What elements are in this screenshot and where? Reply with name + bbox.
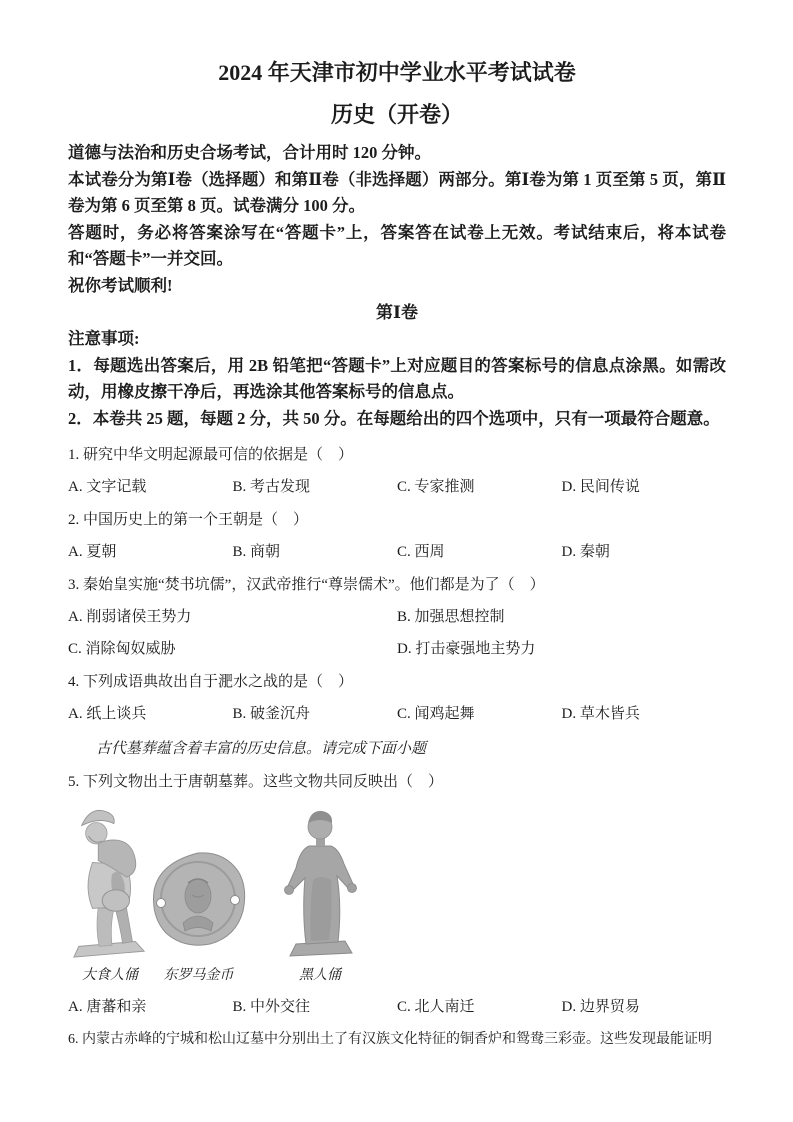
artifact-dashi-figurine [70,800,150,985]
question-4-option-b: B. 破釜沉舟 [232,706,311,722]
question-5-option-b: B. 中外交往 [232,999,311,1015]
section-1-title: 第Ⅰ卷 [376,303,418,322]
notice-heading: 注意事项: [68,329,140,348]
question-1-option-b: B. 考古发现 [232,479,311,495]
instruction-line-wish: 祝你考试顺利! [68,275,173,295]
exam-title: 2024 年天津市初中学业水平考试试卷 [218,60,576,85]
question-1-options [68,477,726,497]
question-3-text: 3. 秦始皇实施“焚书坑儒”，汉武帝推行“尊崇儒术”。他们都是为了（ ） [68,577,545,593]
black-figurine-image [275,800,365,962]
question-1-option-d: D. 民间传说 [561,479,640,495]
notice-item-2: 2．本卷共 25 题，每题 2 分，共 50 分。在每题给出的四个选项中，只有一项最符合题意。 [68,408,720,428]
question-5-option-c: C. 北人南迁 [397,999,475,1015]
question-1-option-a: A. 文字记载 [68,479,147,495]
instruction-line-answering: 答题时，务必将答案涂写在“答题卡”上，答案答在试卷上无效。考试结束后，将本试卷和“答题卡”一并交回。 [68,222,726,268]
artifact-black-figurine [275,800,365,985]
reading-passage-note: 古代墓葬蕴含着丰富的历史信息。请完成下面小题 [96,741,427,757]
question-4-option-a: A. 纸上谈兵 [68,706,147,722]
artifact-caption: 东罗马金币 [163,968,234,983]
question-3-option-a: A. 削弱诸侯王势力 [68,609,192,625]
question-1-text: 1. 研究中华文明起源最可信的依据是（ ） [68,447,354,463]
instruction-line-duration: 道德与法治和历史合场考试，合计用时 120 分钟。 [68,143,431,162]
question-2-option-d: D. 秦朝 [561,544,610,560]
question-3-option-c: C. 消除匈奴威胁 [68,641,176,657]
question-2-text: 2. 中国历史上的第一个王朝是（ ） [68,512,309,528]
question-list [68,445,726,1050]
dashi-figurine-image [70,800,150,962]
question-5-option-a: A. 唐蕃和亲 [68,999,147,1015]
instruction-line-structure: 本试卷分为第Ⅰ卷（选择题）和第Ⅱ卷（非选择题）两部分。第Ⅰ卷为第 1 页至第 5 页，第Ⅱ卷为第 6 页至第 8 页。试卷满分 100 分。 [68,169,726,215]
roman-coin-image [150,800,247,962]
question-2-option-a: A. 夏朝 [68,544,117,560]
exam-general-instructions [68,140,726,299]
question-5-options [68,997,726,1017]
notice-block [68,326,726,432]
question-1-option-c: C. 专家推测 [397,479,475,495]
question-2-option-c: C. 西周 [397,544,445,560]
figurine-icon [71,802,149,962]
question-3-option-d: D. 打击豪强地主势力 [397,641,536,657]
question-4-text: 4. 下列成语典故出自于淝水之战的是（ ） [68,674,354,690]
coin-icon [150,851,247,948]
question-5-option-d: D. 边界贸易 [561,999,640,1015]
artifact-roman-coin [150,800,247,985]
question-5-text: 5. 下列文物出土于唐朝墓葬。这些文物共同反映出（ ） [68,774,444,790]
question-6-text: 6. 内蒙古赤峰的宁城和松山辽墓中分别出土了有汉族文化特征的铜香炉和鸳鸯三彩壶。这些发现最能证明 [68,1032,712,1047]
question-4-option-c: C. 闻鸡起舞 [397,706,475,722]
question-2-options [68,542,726,562]
question-2-option-b: B. 商朝 [232,544,281,560]
artifact-caption: 大食人俑 [82,968,138,983]
question-4-option-d: D. 草木皆兵 [561,706,640,722]
question-3-options-row-2 [68,639,726,659]
artifact-caption: 黑人俑 [299,968,341,983]
question-3-option-b: B. 加强思想控制 [397,609,505,625]
question-4-options [68,704,726,724]
exam-subject-title: 历史（开卷） [330,102,463,127]
figurine-icon [275,802,365,962]
question-5-artifact-images [70,800,726,985]
notice-item-1: 1．每题选出答案后，用 2B 铅笔把“答题卡”上对应题目的答案标号的信息点涂黑。如需改动，用橡皮擦干净后，再选涂其他答案标号的信息点。 [68,355,726,401]
question-3-options-row-1 [68,607,726,627]
